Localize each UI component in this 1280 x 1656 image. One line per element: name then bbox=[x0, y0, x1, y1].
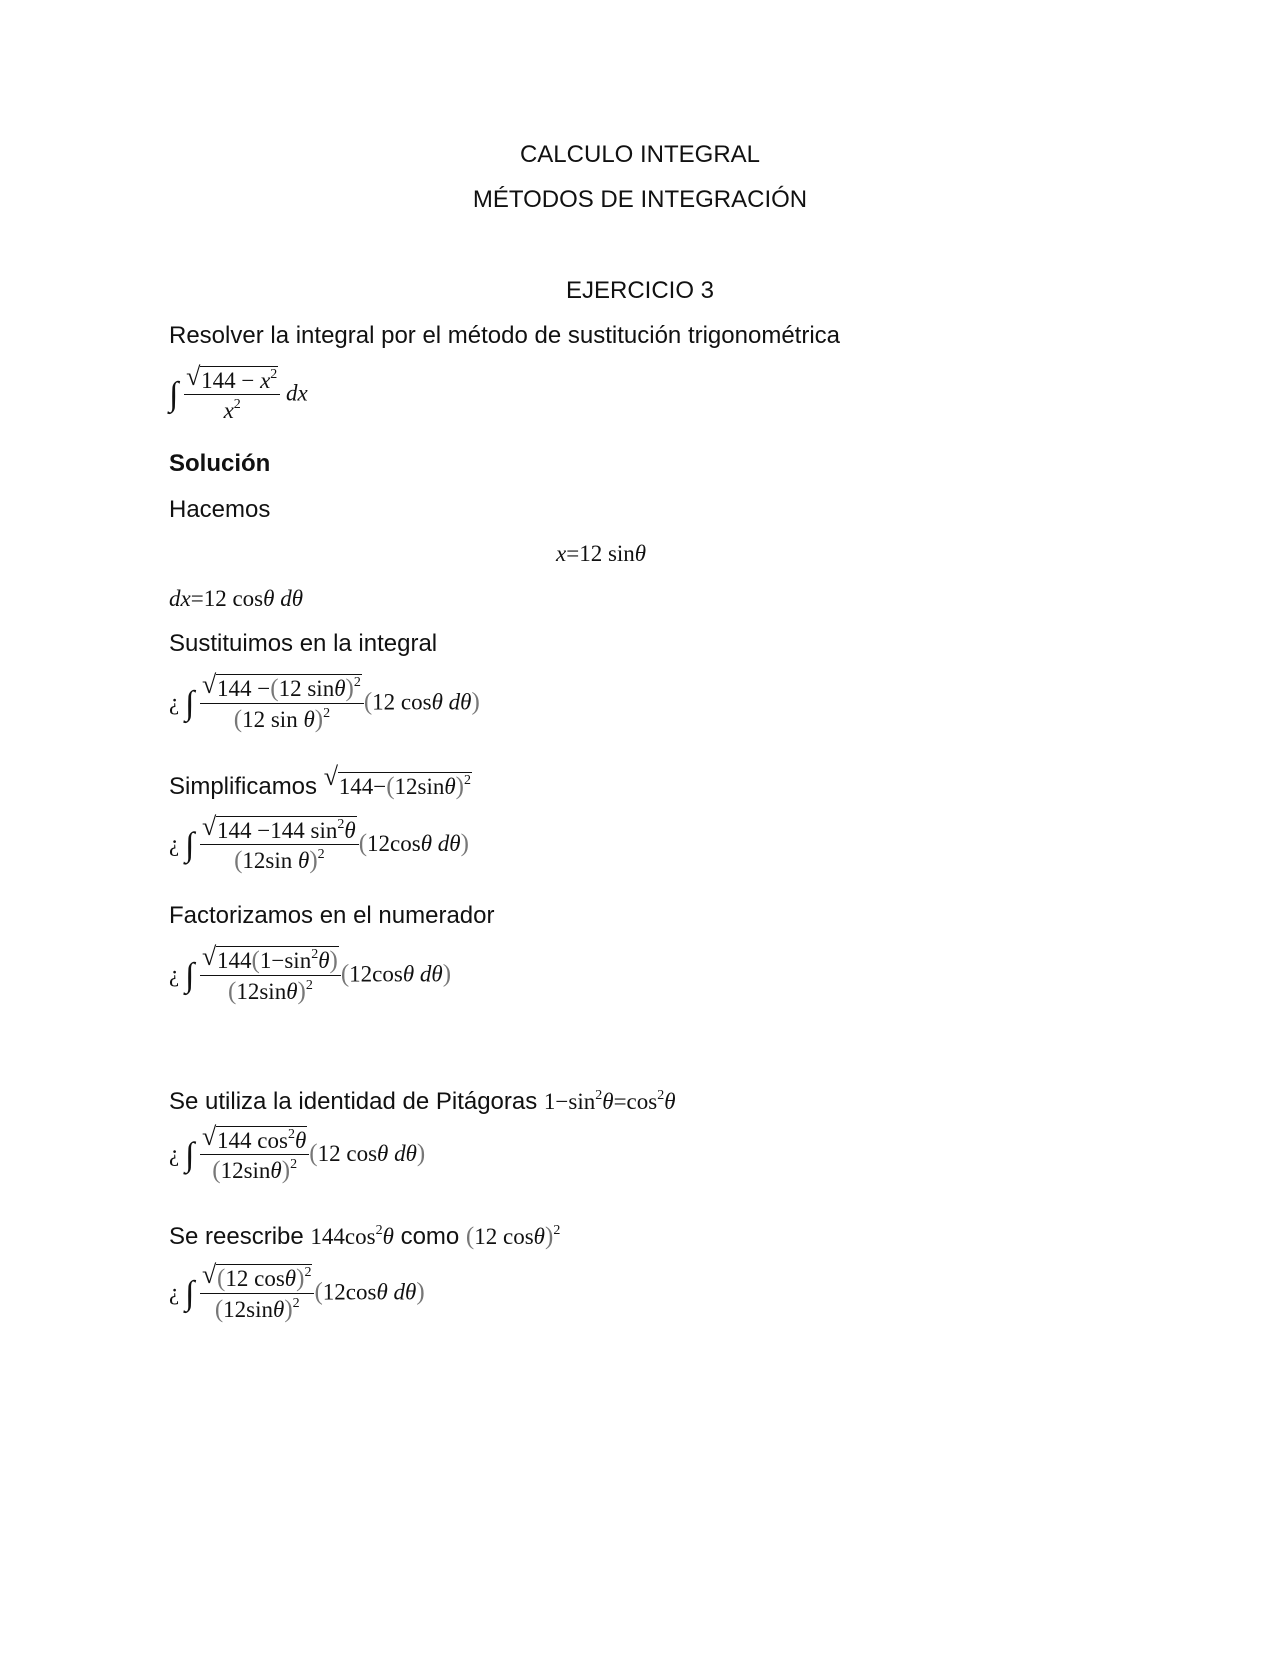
simplified-integral: ¿ ∫ √ 144 −144 $\sin^2\theta$ (12sin θ)$^2$ (12cosθ dθ) bbox=[169, 812, 469, 874]
step-label-sustituimos: Sustituimos en la integral bbox=[169, 630, 438, 657]
solution-heading: Solución bbox=[169, 450, 271, 477]
step-identidad: Se utiliza la identidad de Pitágoras $1-\sin^2\theta=\cos^2\theta$ bbox=[169, 1088, 676, 1115]
document-title: CALCULO INTEGRAL bbox=[519, 141, 761, 168]
exercise-heading: EJERCICIO 3 bbox=[565, 277, 715, 304]
problem-statement: Resolver la integral por el método de sustitución trigonométrica bbox=[169, 322, 841, 349]
step-reescribe: Se reescribe $144\cos^2\theta$ como (12 cosθ)$^2$ bbox=[169, 1223, 561, 1250]
substituted-integral: ¿ ∫ √ 144 −(12 sinθ)$^2$ (12 sin θ)$^2$ (12 cosθ dθ) bbox=[169, 670, 480, 733]
pythagorean-identity: $1-\sin^2\theta=\cos^2\theta$ bbox=[543, 1088, 676, 1114]
original-integral: ∫ √ $144 - x^2$ $x^2$ dx bbox=[169, 362, 308, 423]
step-label-hacemos: Hacemos bbox=[169, 496, 271, 523]
factored-integral: ¿ ∫ √ $144(1-\sin^2\theta)$ $(12\sin\theta)^2$ (12cosθ dθ) bbox=[169, 942, 452, 1005]
differential-equation: dx=12 cosθ dθ bbox=[169, 586, 303, 611]
substitution-equation: x=12 sinθ bbox=[556, 541, 647, 566]
fraction: √ $144 - x^2$ $x^2$ bbox=[184, 368, 280, 422]
step-label-factorizamos: Factorizamos en el numerador bbox=[169, 902, 495, 929]
document-subtitle: MÉTODOS DE INTEGRACIÓN bbox=[472, 186, 808, 213]
rewritten-integral: ¿ ∫ √ (12 cosθ)$^2$ $(12\sin\theta)^2$ (12cosθ dθ) bbox=[169, 1260, 425, 1323]
step-simplificamos: Simplificamos √ $144-(12\sin\theta)^2$ bbox=[169, 762, 471, 800]
identity-integral: ¿ ∫ √ 144 $\cos^2\theta$ $(12\sin\theta)^2$ (12 cosθ dθ) bbox=[169, 1122, 426, 1184]
inline-radical: √ $144-(12\sin\theta)^2$ bbox=[323, 762, 471, 800]
